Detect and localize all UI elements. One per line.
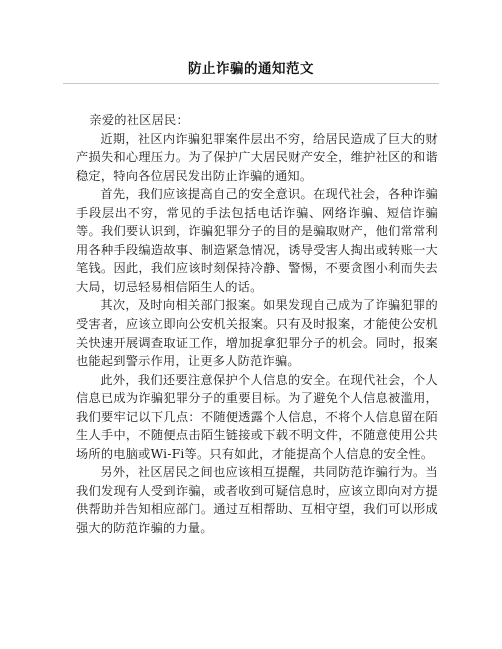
paragraph-intro: 近期，社区内诈骗犯罪案件层出不穷，给居民造成了巨大的财产损失和心理压力。为了保护广大居民财产安全，维护社区的和谐稳定，特向各位居民发出防止诈骗的通知。 xyxy=(76,131,438,183)
title-divider xyxy=(63,83,439,84)
document-title: 防止诈骗的通知范文 xyxy=(188,61,314,77)
paragraph-personal-info: 此外，我们还要注意保护个人信息的安全。在现代社会，个人信息已成为诈骗犯罪分子的重要目标。为了避免个人信息被滥用，我们要牢记以下几点：不随便透露个人信息，不将个人信息留在陌生人手中，不随便点击陌生链接或下载不明文件，不随意使用公共场所的电脑或Wi-Fi等。只有如此，才能提高个人信息的安全性。 xyxy=(76,372,438,461)
salutation: 亲爱的社区居民： xyxy=(89,113,189,127)
paragraph-mutual-reminder: 另外，社区居民之间也应该相互提醒，共同防范诈骗行为。当我们发现有人受到诈骗，或者收到可疑信息时，应该立即向对方提供帮助并告知相应部门。通过互相帮助、互相守望，我们可以形成强大的防范诈骗的力量。 xyxy=(76,465,438,536)
paragraph-safety-awareness: 首先，我们应该提高自己的安全意识。在现代社会，各种诈骗手段层出不穷，常见的手法包括电话诈骗、网络诈骗、短信诈骗等。我们要认识到，诈骗犯罪分子的目的是骗取财产，他们常常利用各种手段编造故事、制造紧急情况，诱导受害人掏出或转账一大笔钱。因此，我们应该时刻保持冷静、警惕，不要贪图小利而失去大局，切忌轻易相信陌生人的话。 xyxy=(76,187,438,294)
document-body xyxy=(76,111,438,538)
paragraph-report-police: 其次，及时向相关部门报案。如果发现自己成为了诈骗犯罪的受害者，应该立即向公安机关报案。只有及时报案，才能使公安机关快速开展调查取证工作，增加捉拿犯罪分子的机会。同时，报案也能起到警示作用，让更多人防范诈骗。 xyxy=(76,298,438,369)
